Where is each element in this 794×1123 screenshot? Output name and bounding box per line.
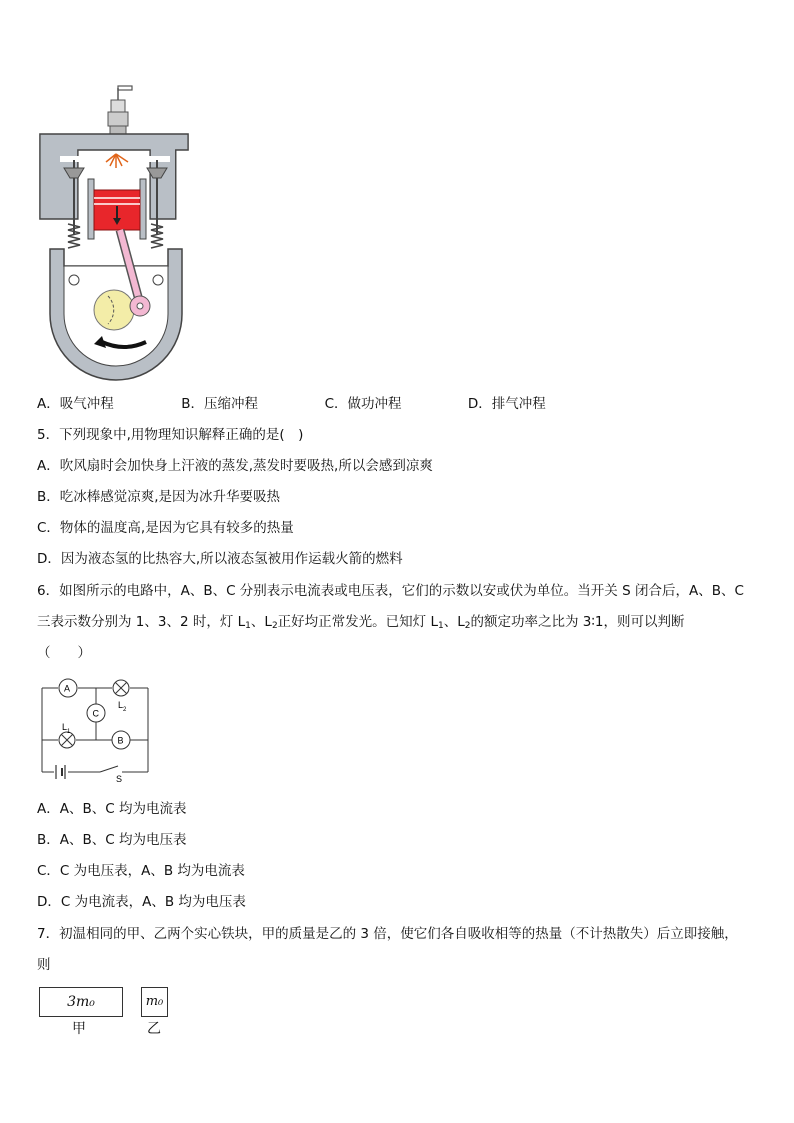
iron-block-jia-label: 甲	[72, 1021, 86, 1037]
meter-b-label: B	[117, 735, 124, 746]
q6-stem-line-1: 6．如图所示的电路中，A、B、C 分别表示电流表或电压表，它们的示数以安或伏为单位。当开关 S 闭合后，A、B、C	[37, 583, 744, 599]
circuit-diagram	[38, 676, 153, 784]
q6-stem-part: 三表示数分别为 1、3、2 时，灯 L	[37, 614, 246, 630]
q7-stem-line-1: 7．初温相同的甲、乙两个实心铁块，甲的质量是乙的 3 倍，使它们各自吸收相等的热量（不计热散失）后立即接触，	[37, 926, 738, 942]
q6-option-a[interactable]: A．A、B、C 均为电流表	[37, 801, 187, 817]
q5-option-c[interactable]: C．物体的温度高,是因为它具有较多的热量	[37, 520, 294, 536]
q6-stem-part: 、L	[250, 614, 272, 630]
engine-cylinder-diagram	[38, 84, 188, 379]
q6-stem-part: 的额定功率之比为 3∶1，则可以判断	[470, 614, 685, 630]
q6-stem-part: 、L	[443, 614, 465, 630]
meter-c-label: C	[92, 708, 99, 719]
q4-option-d[interactable]: D．排气冲程	[467, 396, 546, 412]
q4-option-b[interactable]: B．压缩冲程	[181, 396, 259, 412]
iron-block-yi-label: 乙	[147, 1021, 161, 1037]
switch-label: S	[116, 774, 123, 784]
q5-option-d[interactable]: D．因为液态氢的比热容大,所以液态氢被用作运载火箭的燃料	[37, 551, 403, 567]
iron-block-yi: m₀	[141, 987, 168, 1017]
q6-stem-part: 正好均正常发光。已知灯 L	[277, 614, 438, 630]
q5-option-b[interactable]: B．吃冰棒感觉凉爽,是因为冰升华要吸热	[37, 489, 281, 505]
q5-stem: 5．下列现象中,用物理知识解释正确的是( )	[37, 427, 304, 443]
q6-stem-line-2	[37, 613, 684, 631]
q5-option-a[interactable]: A．吹风扇时会加快身上汗液的蒸发,蒸发时要吸热,所以会感到凉爽	[37, 458, 433, 474]
q4-options	[37, 395, 546, 413]
q6-option-b[interactable]: B．A、B、C 均为电压表	[37, 832, 187, 848]
subscript: 1	[245, 621, 251, 631]
iron-block-jia: 3m₀	[39, 987, 123, 1017]
q6-option-c[interactable]: C．C 为电压表，A、B 均为电流表	[37, 863, 245, 879]
meter-a-label: A	[64, 683, 71, 694]
lamp-l2-label: $L_2$	[118, 700, 127, 713]
subscript: 2	[464, 621, 471, 631]
q6-option-d[interactable]: D．C 为电流表，A、B 均为电压表	[37, 894, 246, 910]
q4-option-a[interactable]: A．吸气冲程	[37, 396, 114, 412]
subscript: 2	[271, 621, 278, 631]
q6-answer-bracket: （ ）	[37, 645, 91, 661]
subscript: 1	[437, 621, 444, 631]
q7-stem-line-2: 则	[37, 957, 51, 973]
q4-option-c[interactable]: C．做功冲程	[324, 396, 402, 412]
lamp-l1-label: $L_1$	[62, 722, 71, 735]
